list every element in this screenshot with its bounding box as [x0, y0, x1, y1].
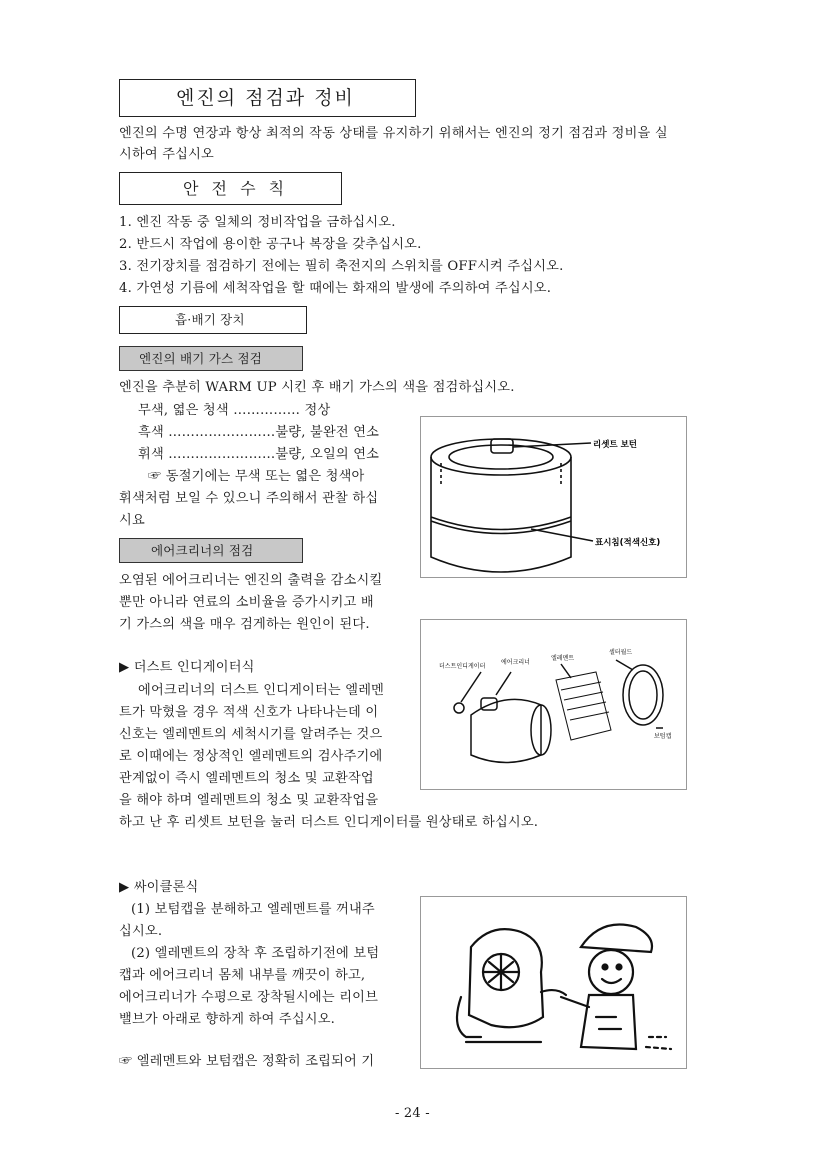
- dust-body-1: 에어크리너의 더스트 인디게이터는 엘레멘: [138, 683, 385, 698]
- label-bottom-cap: 보텀캡: [654, 733, 672, 740]
- label-dust-indicator: 더스트인디게이터: [439, 663, 486, 670]
- label-air-cleaner: 에어크리너: [501, 659, 530, 666]
- safety-item-1: 1. 엔진 작동 중 일체의 정비작업을 금하십시오.: [119, 215, 396, 230]
- exhaust-row-normal: 무색, 엷은 청색 …………… 정상: [138, 403, 331, 418]
- cyclone-body-5: 에어크리너가 수평으로 장착될시에는 리이브: [119, 990, 379, 1005]
- dust-indicator-heading: ▶ 더스트 인디게이터식: [119, 660, 255, 675]
- dust-body-5: 관계없이 즉시 엘레멘트의 청소 및 교환작업: [119, 771, 374, 786]
- exhaust-note-1: ☞ 동절기에는 무색 또는 엷은 청색아: [148, 469, 365, 484]
- intro-line-2: 시하여 주십시오: [119, 147, 214, 162]
- dust-body-4: 로 이때에는 정상적인 엘레멘트의 검사주기에: [119, 749, 383, 764]
- cyclone-body-3: (2) 엘레멘트의 장착 후 조립하기전에 보텀: [131, 946, 380, 961]
- mechanic-cartoon-illustration: [421, 897, 686, 1068]
- page-title: 엔진의 점검과 정비: [176, 87, 355, 109]
- exhaust-check-heading: 엔진의 배기 가스 점검: [139, 351, 262, 366]
- aircleaner-check-heading: 에어크리너의 점검: [151, 543, 254, 558]
- dust-body-6: 을 해야 하며 엘레멘트의 청소 및 교환작업을: [119, 793, 379, 808]
- figure-exploded: [420, 619, 687, 790]
- aircleaner-exploded-illustration: [421, 620, 686, 789]
- cyclone-body-1: (1) 보텀캡을 분해하고 엘레멘트를 꺼내주: [131, 902, 375, 917]
- cyclone-body-2: 십시오.: [119, 924, 163, 939]
- cyclone-body-4: 캡과 에어크리너 몸체 내부를 깨끗이 하고,: [119, 968, 366, 983]
- exhaust-row-black: 흑색 ……………………불량, 불완전 연소: [138, 425, 380, 440]
- label-shelter: 셀터월드: [609, 649, 633, 656]
- exhaust-note-2: 휘색처럼 보일 수 있으니 주의해서 관찰 하십: [119, 491, 379, 506]
- safety-heading: 안 전 수 칙: [183, 179, 289, 198]
- intro-line-1: 엔진의 수명 연장과 항상 최적의 작동 상태를 유지하기 위해서는 엔진의 정기 점검과 정비을 실: [119, 126, 668, 141]
- cyclone-heading: ▶ 싸이클론식: [119, 880, 199, 895]
- exhaust-check-lead: 엔진을 추분히 WARM UP 시킨 후 배기 가스의 색을 점검하십시오.: [119, 380, 515, 395]
- dust-body-3: 신호는 엘레멘트의 세척시기를 알려주는 것으: [119, 727, 383, 742]
- aircleaner-body-2: 뿐만 아니라 연료의 소비율을 증가시키고 배: [119, 595, 374, 610]
- label-element: 엘레멘트: [551, 655, 575, 662]
- cyclone-note: ☞ 엘레멘트와 보텀캡은 정확히 조립되어 기: [119, 1054, 375, 1069]
- safety-item-2: 2. 반드시 작업에 용이한 공구나 복장을 갖추십시오.: [119, 237, 422, 252]
- label-indicator-needle: 표시침(적색신호): [595, 538, 661, 548]
- aircleaner-body-1: 오염된 에어크리너는 엔진의 출력을 감소시킬: [119, 573, 383, 588]
- safety-item-3: 3. 전기장치를 점검하기 전에는 필히 축전지의 스위치를 OFF시켜 주십시오.: [119, 259, 564, 274]
- section-heading: 흡·배기 장치: [175, 312, 245, 327]
- aircleaner-body-3: 기 가스의 색을 매우 검게하는 원인이 된다.: [119, 617, 370, 632]
- figure-cartoon: [420, 896, 687, 1069]
- dust-body-7: 하고 난 후 리셋트 보턴을 눌러 더스트 인디게이터를 원상태로 하십시오.: [119, 815, 539, 830]
- label-reset-button: 리셋트 보턴: [593, 440, 638, 450]
- aircleaner-indicator-illustration: [421, 417, 686, 577]
- exhaust-note-3: 시요: [119, 513, 145, 528]
- dust-body-2: 트가 막혔을 경우 적색 신호가 나타나는데 이: [119, 705, 379, 720]
- exhaust-row-white: 휘색 ……………………불량, 오일의 연소: [138, 447, 380, 462]
- page-number: - 24 -: [395, 1106, 430, 1121]
- figure-indicator: [420, 416, 687, 578]
- cyclone-body-6: 밸브가 아래로 향하게 하여 주십시오.: [119, 1012, 336, 1027]
- safety-item-4: 4. 가연성 기름에 세척작업을 할 때에는 화재의 발생에 주의하여 주십시오.: [119, 281, 552, 296]
